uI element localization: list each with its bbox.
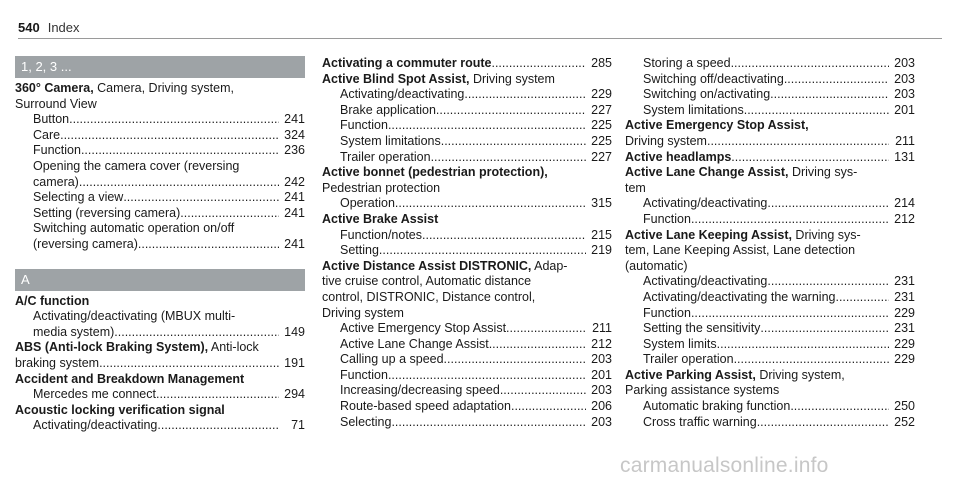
index-entry: Active Lane Change Assist, Driving sys- <box>625 165 858 180</box>
index-subentry-continued: (reversing camera) ..... 241 <box>15 237 305 253</box>
index-entry: Active Brake Assist <box>322 211 439 226</box>
index-entry: Active Lane Keeping Assist, Driving sys- <box>625 227 861 242</box>
index-entry: Activating a commuter route ..... 285 <box>322 56 612 72</box>
page-number: 540 <box>18 20 40 35</box>
index-entry-continued: (automatic) <box>625 258 688 273</box>
index-subentry: Brake application ..... 227 <box>322 103 612 119</box>
index-subentry: Activating/deactivating (MBUX multi- <box>33 309 236 324</box>
index-entry-continued: control, DISTRONIC, Distance control, <box>322 289 536 304</box>
index-subentry: Switching on/activating ..... 203 <box>625 87 915 103</box>
index-subentry-continued: camera) ..... 242 <box>15 175 305 191</box>
index-subentry: Button ..... 241 <box>15 112 305 128</box>
index-subentry: Trailer operation ..... 227 <box>322 150 612 166</box>
index-subentry: Route-based speed adaptation ..... 206 <box>322 399 612 415</box>
index-subentry: Cross traffic warning ..... 252 <box>625 415 915 431</box>
index-column-3 <box>625 56 915 430</box>
index-subentry: Function ..... 236 <box>15 143 305 159</box>
index-entry-continued: Driving system <box>322 305 404 320</box>
page-header <box>18 4 942 38</box>
index-entry-continued: Driving system ..... 211 <box>625 134 915 150</box>
index-subentry: Storing a speed ..... 203 <box>625 56 915 72</box>
index-subentry: Setting the sensitivity ..... 231 <box>625 321 915 337</box>
index-subentry: Function/notes ..... 215 <box>322 228 612 244</box>
index-subentry: Function ..... 229 <box>625 306 915 322</box>
header-divider <box>18 38 942 39</box>
index-column-2 <box>322 56 612 430</box>
index-subentry: Calling up a speed ..... 203 <box>322 352 612 368</box>
index-entry: 360° Camera, Camera, Driving system, <box>15 81 234 95</box>
index-entry: Active headlamps ..... 131 <box>625 150 915 166</box>
index-subentry: Active Lane Change Assist ..... 212 <box>322 337 612 353</box>
index-subentry: Function ..... 212 <box>625 212 915 228</box>
index-entry-continued: tive cruise control, Automatic distance <box>322 274 532 289</box>
watermark-text: carmanualsonline.info <box>620 454 829 477</box>
index-entry-continued: Parking assistance systems <box>625 383 780 398</box>
index-entry: Acoustic locking verification signal <box>15 402 225 417</box>
index-subentry: Switching automatic operation on/off <box>33 221 235 236</box>
index-subentry: Activating/deactivating ..... 214 <box>625 196 915 212</box>
index-subentry: System limitations ..... 225 <box>322 134 612 150</box>
index-entry: Active bonnet (pedestrian protection), <box>322 165 548 180</box>
index-subentry: Mercedes me connect ..... 294 <box>15 387 305 403</box>
index-subentry-continued: media system) ..... 149 <box>15 325 305 341</box>
index-subentry: Setting ..... 219 <box>322 243 612 259</box>
index-entry: A/C function <box>15 293 90 308</box>
index-subentry: System limitations ..... 201 <box>625 103 915 119</box>
index-subentry: Operation ..... 315 <box>322 196 612 212</box>
index-entry: Active Parking Assist, Driving system, <box>625 367 845 382</box>
index-subentry: Function ..... 201 <box>322 368 612 384</box>
index-entry-continued: Surround View <box>15 96 97 111</box>
index-subentry: Function ..... 225 <box>322 118 612 134</box>
index-subentry: Activating/deactivating ..... 231 <box>625 274 915 290</box>
index-entry-continued: tem, Lane Keeping Assist, Lane detection <box>625 243 856 258</box>
index-entry: Active Blind Spot Assist, Driving system <box>322 71 555 86</box>
index-entry-continued: tem <box>625 180 646 195</box>
index-subentry: Active Emergency Stop Assist ..... 211 <box>322 321 612 337</box>
index-subentry: Opening the camera cover (reversing <box>33 158 240 173</box>
index-subentry: Setting (reversing camera) ..... 241 <box>15 206 305 222</box>
index-subentry: Selecting ..... 203 <box>322 415 612 431</box>
index-entry-continued: Pedestrian protection <box>322 180 441 195</box>
index-entry: Active Emergency Stop Assist, <box>625 118 809 133</box>
index-entry-continued: braking system ..... 191 <box>15 356 305 372</box>
index-entry: Active Distance Assist DISTRONIC, Adap- <box>322 258 568 273</box>
index-entry: ABS (Anti-lock Braking System), Anti-lock <box>15 340 259 355</box>
page-label: Index <box>47 20 80 35</box>
index-entry: Accident and Breakdown Management <box>15 371 245 386</box>
index-subentry: Increasing/decreasing speed ..... 203 <box>322 383 612 399</box>
index-subentry: Automatic braking function ..... 250 <box>625 399 915 415</box>
index-subentry: System limits ..... 229 <box>625 337 915 353</box>
index-subentry: Care ..... 324 <box>15 128 305 144</box>
index-subentry: Switching off/deactivating ..... 203 <box>625 72 915 88</box>
index-subentry: Activating/deactivating the warning ..... 231 <box>625 290 915 306</box>
index-column-1 <box>15 56 305 434</box>
index-subentry: Activating/deactivating ..... 71 <box>15 418 305 434</box>
index-subentry: Selecting a view ..... 241 <box>15 190 305 206</box>
index-subentry: Activating/deactivating ..... 229 <box>322 87 612 103</box>
index-subentry: Trailer operation ..... 229 <box>625 352 915 368</box>
section-header-a: A <box>15 269 305 291</box>
section-header-numbers: 1, 2, 3 ... <box>15 56 305 78</box>
